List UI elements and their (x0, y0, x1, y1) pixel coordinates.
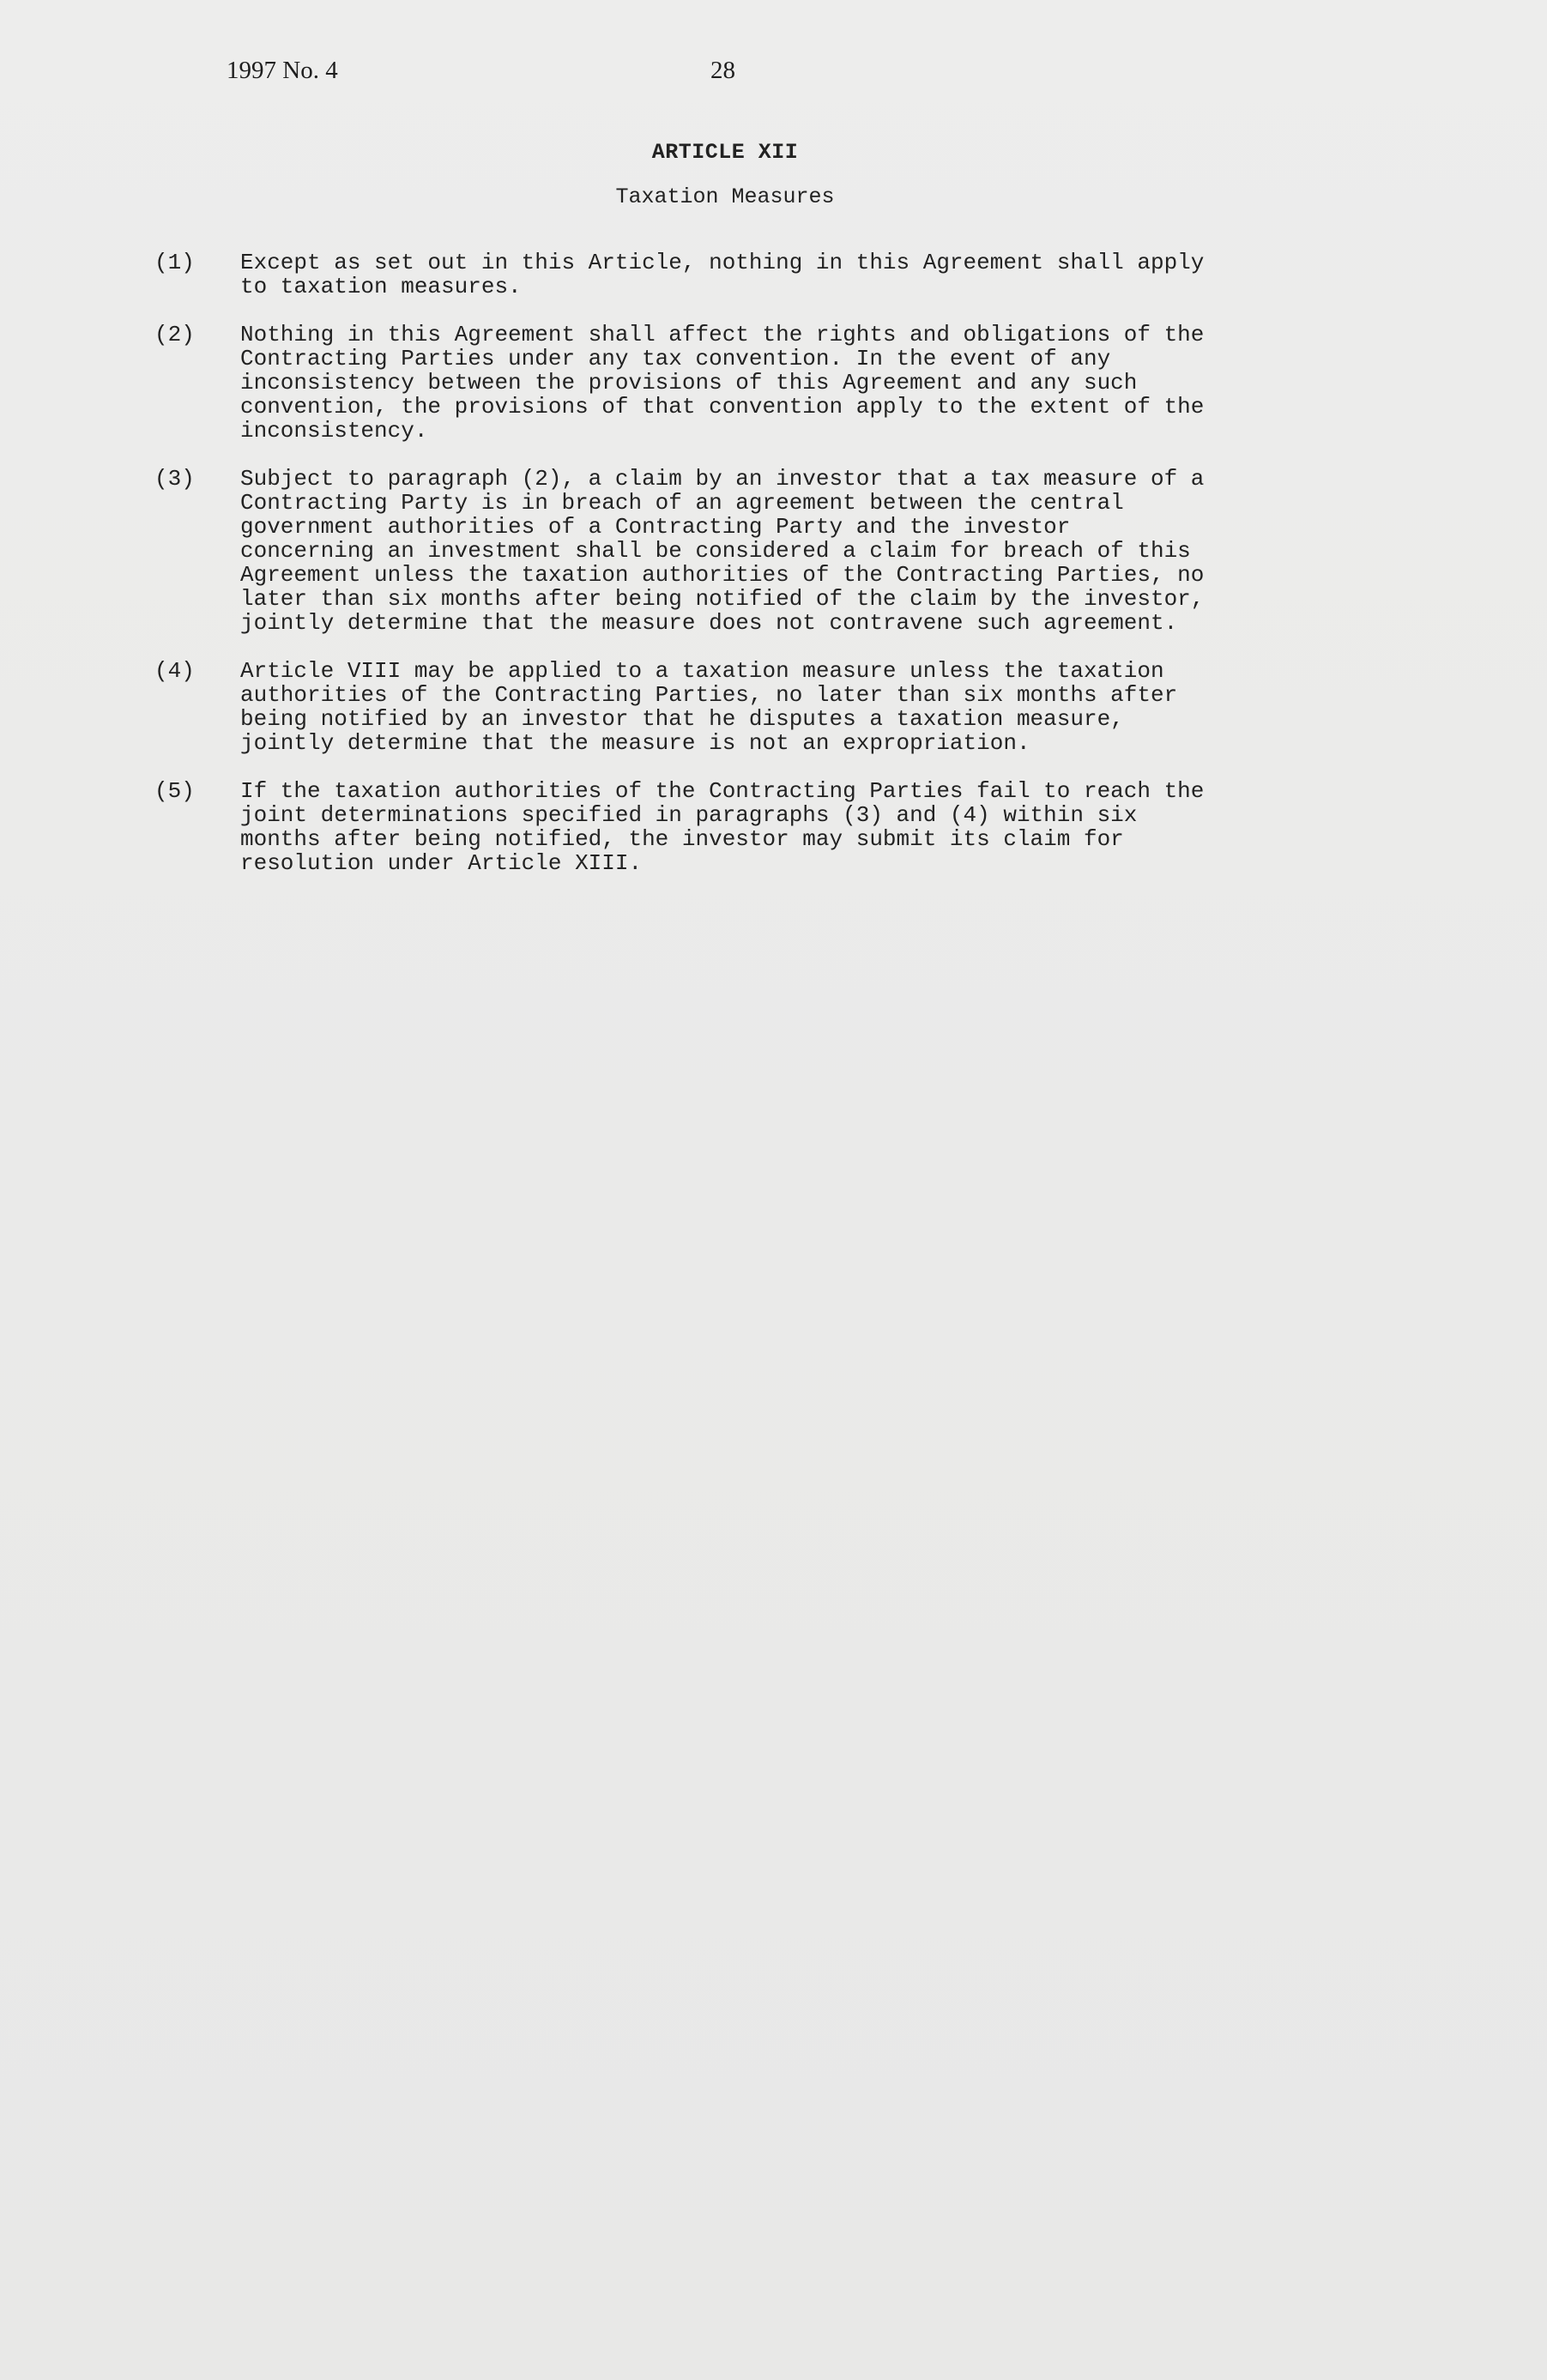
page-number: 28 (710, 57, 735, 84)
paragraph-list (154, 251, 1296, 875)
paragraph-text: Article VIII may be applied to a taxation measure unless the taxation authorities of the Contracting Parties, no later than six months after being notified by an investor that he disputes a taxation measure, jointly determine that the measure is not an expropriation. (240, 658, 1178, 756)
paragraph-number: (1) (154, 250, 195, 275)
paragraph (154, 251, 1296, 299)
paragraph-text: If the taxation authorities of the Contracting Parties fail to reach the joint determinations specified in paragraphs (3) and (4) within six months after being notified, the investor may submit its claim for resolution under Article XIII. (240, 778, 1205, 876)
paragraph (154, 779, 1296, 875)
article-body (154, 141, 1296, 899)
article-subtitle: Taxation Measures (615, 184, 835, 209)
running-header (227, 57, 827, 100)
paragraph-text: Except as set out in this Article, nothing in this Agreement shall apply to taxation measures. (240, 250, 1205, 299)
document-reference: 1997 No. 4 (227, 57, 338, 84)
paragraph-text: Subject to paragraph (2), a claim by an investor that a tax measure of a Contracting Party is in breach of an agreement between the central government authorities of a Contracting Party and the investor concerning an investment shall be considered a claim for breach of this Agreement unless the taxation authorities of the Contracting Parties, no later than six months after being notified of the claim by the investor, jointly determine that the measure does not contravene such agreement. (240, 466, 1205, 636)
paragraph-number: (3) (154, 466, 195, 492)
paragraph-text: Nothing in this Agreement shall affect the rights and obligations of the Contracting Parties under any tax convention. In the event of any inconsistency between the provisions of this Agreement and any such convention, the provisions of that convention apply to the extent of the inconsistency. (240, 322, 1205, 444)
paragraph (154, 323, 1296, 443)
paragraph (154, 467, 1296, 635)
paragraph-number: (2) (154, 322, 195, 347)
paragraph-number: (4) (154, 658, 195, 684)
paragraph (154, 659, 1296, 755)
paragraph-number: (5) (154, 778, 195, 804)
article-title: ARTICLE XII (651, 140, 799, 165)
